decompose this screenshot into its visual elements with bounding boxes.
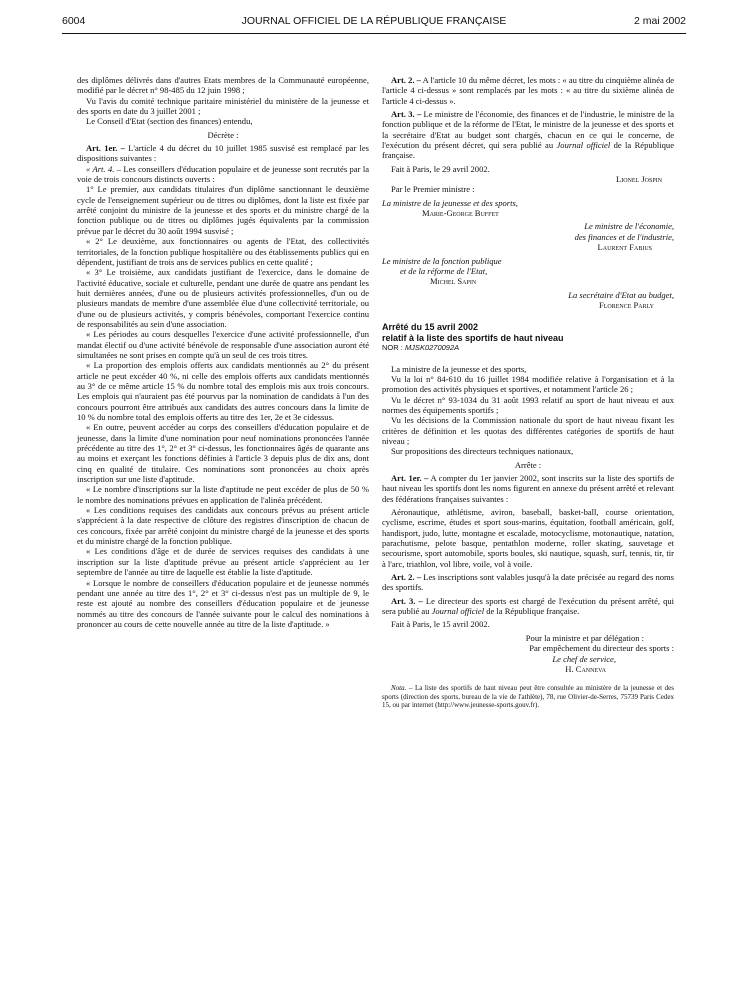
journal-reference: Journal officiel <box>556 140 611 151</box>
article-text: Les inscriptions sont valables jusqu'à la date précisée au regard des noms des sportifs. <box>382 572 675 593</box>
paragraph: « Lorsque le nombre de conseillers d'éducation populaire et de jeunesse nommés pendant une année au titre des 1°, 2° et 3° ci-dessus n'est pas un multiple de 9, le reste est ajouté au nombre des conseillers d'éducation populaire et de jeunesse nommés au titre des concours de l'année suivante pour le calcul des nominations à prononcer au cours de cette nouvelle année au titre de la liste d'aptitude. » <box>77 577 369 629</box>
signatory-role: Le chef de service, <box>552 653 616 664</box>
signatory-name: Lionel Jospin <box>615 174 662 185</box>
decree-subtitle: relatif à la liste des sportifs de haut niveau <box>382 332 564 343</box>
paragraph: « 3° Le troisième, aux candidats justifiant de l'exercice, dans le domaine de l'activité éducative, sociale et culturelle, pendant une durée de quatre ans pendant les huit dernières années, d'une ou de plusieurs activités professionnelles, d'un ou de plusieurs mandats de membre d'une assemblée élue d'une collectivité territoriale, ou d'une ou de plusieurs activités, y compris bénévoles, comportant l'exercice continu de responsabilités au sein d'une association. <box>77 267 369 329</box>
signatory-name: Marie-George Buffet <box>422 208 499 219</box>
signatory-role: La secrétaire d'Etat au budget, <box>568 289 674 300</box>
paragraph: La ministre de la jeunesse et des sports, <box>391 363 527 374</box>
article-label: Art. 1er. – <box>86 143 125 154</box>
issue-date: 2 mai 2002 <box>634 15 686 27</box>
article-1 <box>382 473 674 504</box>
footnote-label: Nota. – <box>391 684 413 693</box>
article-3 <box>382 109 674 161</box>
article-label: Art. 2. – <box>391 75 421 85</box>
article-label: Art. 2. – <box>391 572 422 583</box>
signatory-role: Le ministre de l'économie, <box>584 221 674 232</box>
paragraph: « En outre, peuvent accéder au corps des conseillers d'éducation populaire et de jeunesse, dans la limite d'une nomination pour neuf nominations prononcées l'année précédente au titre des 1°, 2° et 3° ci-dessus, les fonctionnaires âgés de quarante ans au moins et exerçant les fonctions définies à l'article 3 depuis plus de dix ans, dont cinq en qualité de titulaire. Ces nominations sont prononcées au choix après inscription sur une liste d'aptitude. <box>77 422 369 485</box>
paragraph: Vu les décisions de la Commission nationale du sport de haut niveau fixant les critères de définition et les quotas des différentes catégories de sportifs de haut niveau ; <box>382 415 674 446</box>
article-text: Le ministre de l'économie, des finances et de l'industrie, le ministre de la fonction publique et de la réforme de l'Etat, le ministre de la jeunesse et des sports et la secrétaire d'Etat au budget sont chargés, chacun en ce qui le concerne, de l'exécution du présent décret, qui sera publié au <box>382 109 674 151</box>
paragraph: Vu la loi n° 84-610 du 16 juillet 1984 modifiée relative à l'organisation et à la promotion des activités physiques et sportives, et notamment l'article 26 ; <box>382 373 674 395</box>
paragraph: des diplômes délivrés dans d'autres Etats membres de la Communauté européenne, modifié par le décret n° 98-485 du 12 juin 1998 ; <box>77 75 369 96</box>
article-label: Art. 1er. – <box>391 473 429 483</box>
nor-code: MJSK0270092A <box>404 343 460 353</box>
paragraph: « La proportion des emplois offerts aux candidats mentionnés au 2° du présent article ne peut excéder 40 %, ni celle des emplois offerts aux candidats mentionnés au 3° de ce même article 15 % du nombre total des emplois mis aux trois concours. Les emplois qui n'auraient pas été pourvus par la nomination de candidats à l'un des concours pourront être attribués aux candidats des autres concours dans la limite de 10 % du nombre total des emplois offerts au titre des 1er, 2e et 3e cidessus. <box>77 360 369 422</box>
paragraph: Le Conseil d'Etat (section des finances) entendu, <box>86 116 253 127</box>
decree-heading: Arrête : <box>514 459 542 470</box>
paragraph: Vu le décret n° 93-1034 du 31 août 1993 relatif au sport de haut niveau et aux normes des équipements sportifs ; <box>382 394 674 415</box>
signatory-name: Laurent Fabius <box>597 242 652 253</box>
signatory-role: La ministre de la jeunesse et des sports, <box>382 197 518 208</box>
footnote-text: La liste des sportifs de haut niveau peut être consultée au ministère de la jeunesse et des sports (direction des sports, bureau de la vie de l'athlète), 78, rue Olivier-de-Serres, 75739 Paris Cedex 15, ou par internet (http://www.jeunesse-sports.gouv.fr). <box>382 684 674 710</box>
signatory-role: Pour la ministre et par délégation : <box>525 632 644 643</box>
nor-label: NOR : <box>382 343 403 353</box>
article-text: Les conseillers d'éducation populaire et de jeunesse sont recrutés par la voie de trois concours distincts ouverts : <box>77 163 369 185</box>
sports-list: Aéronautique, athlétisme, aviron, baseball, basket-ball, course orientation, cyclisme, escrime, études et sport sous-marins, équitation, football américain, golf, handisport, judo, lutte, montagne et escalade, motocyclisme, motonautique, natation, parachutisme, pelote basque, pentathlon moderne, roller skating, sauvetage et secourisme, sport automobile, sports boules, ski nautique, squash, surf, tennis, tir, tir à l'arc, triathlon, vol libre, voile, vol à voile. <box>382 507 674 569</box>
article-text: A compter du 1er janvier 2002, sont inscrits sur la liste des sportifs de haut niveau les sportifs dont les noms figurent en annexe du présent arrêté et relevant des fédérations françaises suivantes : <box>382 473 674 504</box>
article-text: Le directeur des sports est chargé de l'exécution du présent arrêté, qui sera publié au <box>382 595 675 617</box>
signatory-name: Florence Parly <box>598 299 654 310</box>
article-text: A l'article 10 du même décret, les mots : « au titre du cinquième alinéa de l'article 4 ci-dessus » sont remplacés par les mots : « au titre du sixième alinéa de l'article 4 ci-dessus ». <box>382 75 675 106</box>
left-column <box>77 75 369 629</box>
page-header <box>62 15 686 31</box>
paragraph: 1° Le premier, aux candidats titulaires d'un diplôme sanctionnant le deuxième cycle de l'enseignement supérieur ou de titres ou diplômes, dont la liste est fixée par arrêté conjoint du ministre de la jeunesse et des sports et du ministre chargé de la fonction publique ou de titres ou diplômes jugés équivalents par la commission prévue par le décret du 30 août 1994 susvisé ; <box>77 184 369 236</box>
signatory-name: Michel Sapin <box>430 276 477 287</box>
article-2 <box>382 572 674 593</box>
decree-title: Arrêté du 15 avril 2002 <box>382 322 479 333</box>
signature-date: Fait à Paris, le 15 avril 2002. <box>391 619 490 630</box>
article-text: de la République française. <box>382 140 675 161</box>
paragraph: « Le nombre d'inscriptions sur la liste d'aptitude ne peut excéder de plus de 50 % le nombre des nominations prévues en application de l'alinéa précédent. <box>77 484 369 505</box>
page-number: 6004 <box>62 15 86 27</box>
header-rule <box>62 33 686 34</box>
article-3 <box>382 596 674 617</box>
journal-title: JOURNAL OFFICIEL DE LA RÉPUBLIQUE FRANÇAISE <box>241 15 507 27</box>
article-text: L'article 4 du décret du 10 juillet 1985 susvisé est remplacé par les dispositions suivantes : <box>77 143 369 164</box>
paragraph: Vu l'avis du comité technique paritaire ministériel du ministère de la jeunesse et des sports en date du 3 juillet 2001 ; <box>77 95 369 117</box>
article-label: « Art. 4. – <box>86 163 122 174</box>
signatory-role: et de la réforme de l'Etat, <box>400 265 488 276</box>
signatory-role: des finances et de l'industrie, <box>574 231 674 242</box>
right-column <box>382 75 674 710</box>
paragraph: « Les conditions d'âge et de durée de services requises des candidats à une inscription sur la liste d'aptitude prévue au présent article s'apprécient au 1er septembre de l'année au titre de laquelle est établie la liste d'aptitude. <box>77 546 369 578</box>
decree-heading: Décrète : <box>207 129 239 140</box>
signatory-role: Par le Premier ministre : <box>391 184 475 195</box>
article-4 <box>77 164 369 185</box>
footnote <box>382 684 674 710</box>
paragraph: « Les conditions requises des candidats aux concours prévus au présent article s'apprécient à la date respective de clôture des registres d'inscription de chacun de ces concours, fixée par arrêté conjoint du ministre chargé de la jeunesse et des sports et du ministre chargé de la fonction publique. <box>77 505 369 547</box>
article-2 <box>382 75 674 106</box>
signature-date: Fait à Paris, le 29 avril 2002. <box>391 163 490 174</box>
article-label: Art. 3. – <box>391 109 422 120</box>
paragraph: Sur propositions des directeurs techniques nationaux, <box>391 446 574 457</box>
signatory-name: H. Canneva <box>565 663 606 674</box>
paragraph: « Les périodes au cours desquelles l'exercice d'une activité professionnelle, d'un mandat électif ou d'une activité bénévole de responsable d'une association auront été simultanées ne sont prises en compte qu'à un seul de ces trois titres. <box>77 329 369 360</box>
paragraph: « 2° Le deuxième, aux fonctionnaires ou agents de l'Etat, des collectivités territoriales, de la fonction publique hospitalière ou des établissements publics qui en dépendent, justifiant de trois ans de services publics en cette qualité ; <box>77 236 369 267</box>
article-text: de la République française. <box>486 606 580 617</box>
article-label: Art. 3. – <box>391 595 423 606</box>
signatory-role: Par empêchement du directeur des sports : <box>529 643 674 654</box>
journal-reference: Journal officiel <box>431 606 485 617</box>
nor-reference <box>382 343 674 353</box>
signatory-role: Le ministre de la fonction publique <box>382 255 502 266</box>
article-1 <box>77 143 369 164</box>
